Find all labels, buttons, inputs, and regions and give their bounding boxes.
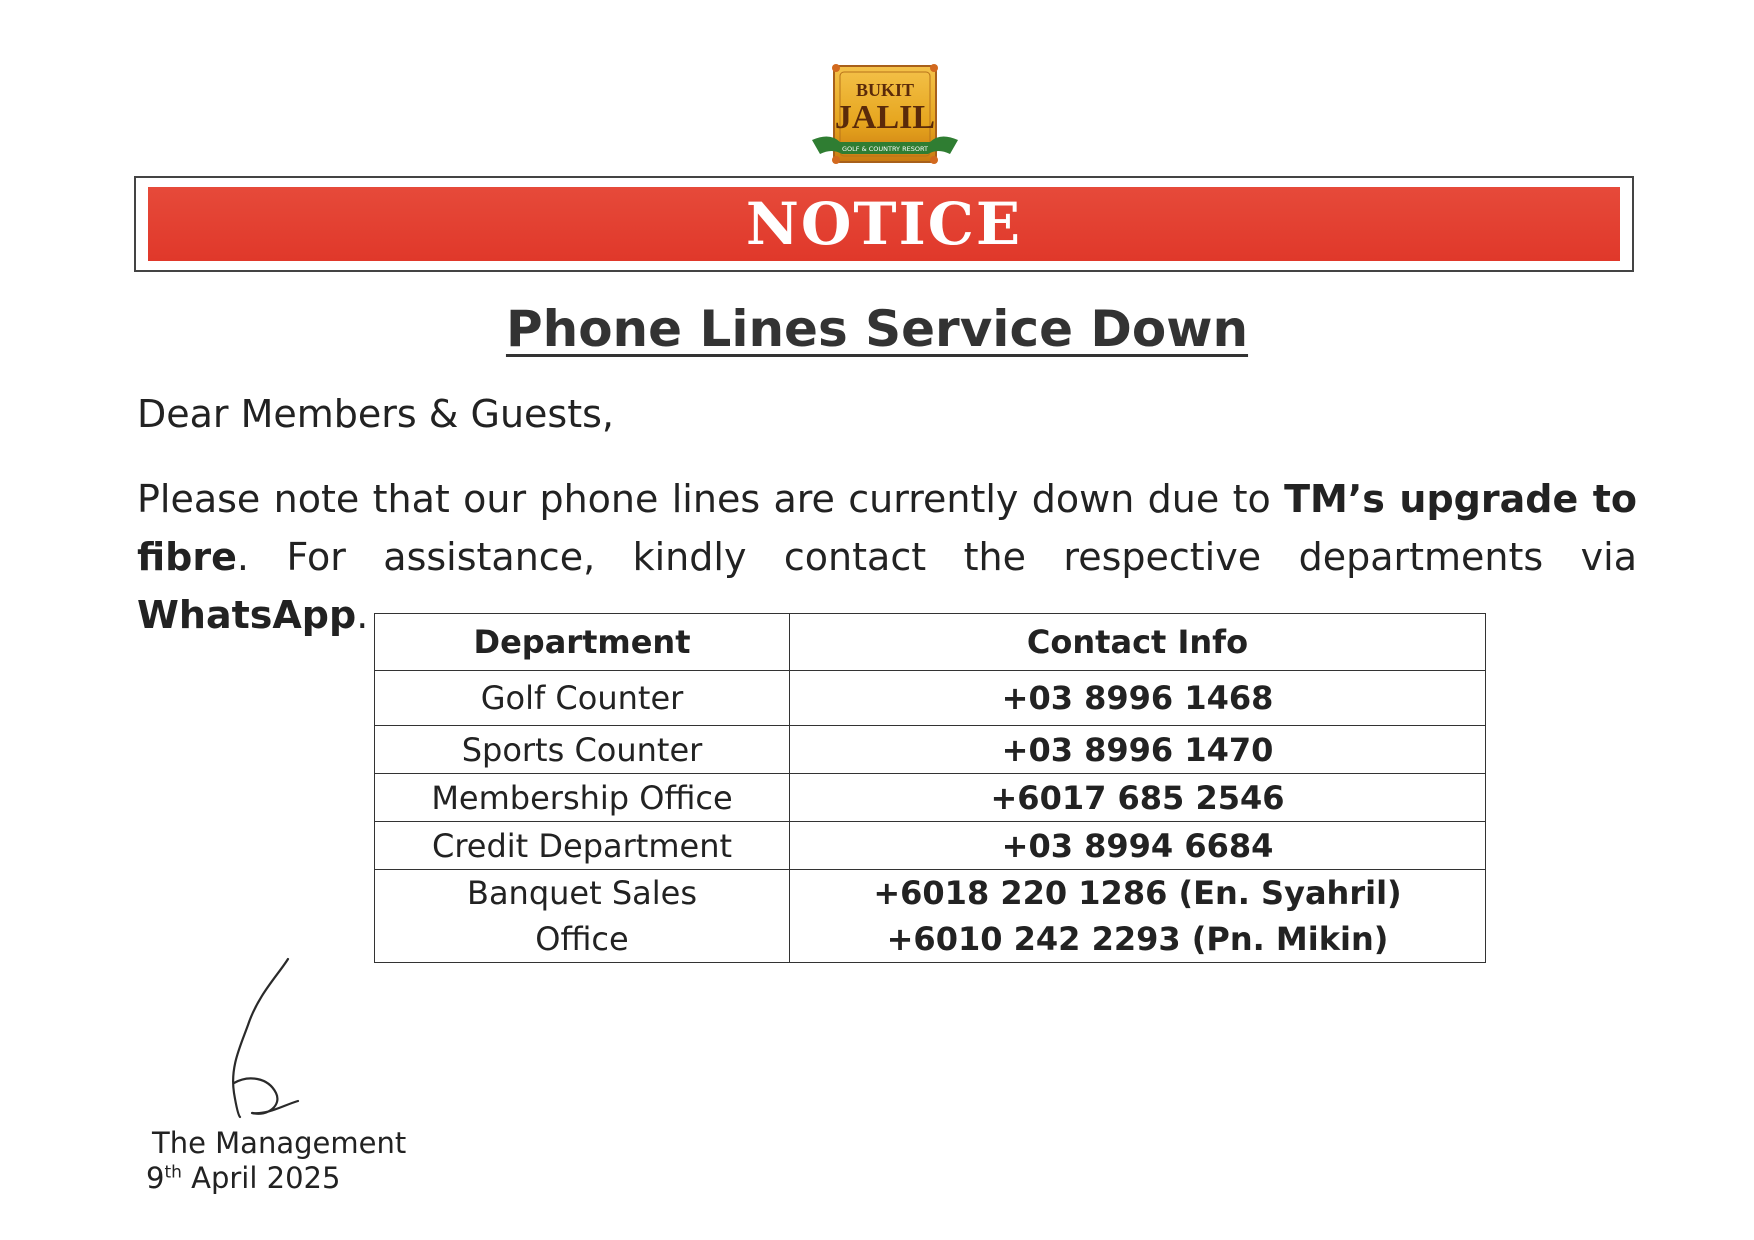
date-rest: April 2025 [181, 1161, 341, 1195]
table-row [375, 726, 1486, 774]
contact-line: +6010 242 2293 (Pn. Mikin) [886, 920, 1389, 958]
body-text-1: Please note that our phone lines are currently down due to [137, 477, 1285, 521]
department-cell: Membership Office [375, 774, 790, 822]
date-suffix: th [164, 1162, 182, 1183]
body-text-3: . [356, 593, 369, 637]
contact-line: +6018 220 1286 (En. Syahril) [873, 874, 1402, 912]
date-day: 9 [146, 1161, 165, 1195]
contact-cell [790, 870, 1486, 963]
table-row [375, 870, 1486, 963]
page-title [0, 300, 1754, 358]
department-cell: Sports Counter [375, 726, 790, 774]
greeting: Dear Members & Guests, [137, 392, 615, 436]
contact-cell: +03 8996 1470 [790, 726, 1486, 774]
contacts-table [374, 613, 1486, 963]
body-bold-1: TM’s upgrade to fibre [137, 477, 1637, 579]
body-text-2: . For assistance, kindly contact the respective departments via [236, 535, 1637, 579]
table-header-row [375, 614, 1486, 671]
resort-logo [810, 62, 960, 174]
department-cell: Credit Department [375, 822, 790, 870]
logo-ribbon: GOLF & COUNTRY RESORT [842, 145, 928, 153]
table-row [375, 671, 1486, 726]
department-cell [375, 870, 790, 963]
contact-cell: +03 8996 1468 [790, 671, 1486, 726]
logo-line1: BUKIT [855, 80, 915, 100]
notice-banner [134, 176, 1634, 272]
department-line: Banquet Sales [466, 874, 697, 912]
body-bold-2: WhatsApp [137, 593, 357, 637]
department-cell: Golf Counter [375, 671, 790, 726]
page-title-text: Phone Lines Service Down [505, 300, 1249, 358]
handwritten-signature [218, 955, 318, 1125]
signoff-name: The Management [152, 1126, 407, 1160]
logo-line2: JALIL [834, 99, 936, 136]
contact-cell: +03 8994 6684 [790, 822, 1486, 870]
table-row [375, 774, 1486, 822]
contact-cell: +6017 685 2546 [790, 774, 1486, 822]
header-contact-info: Contact Info [790, 614, 1486, 671]
notice-heading: NOTICE [745, 190, 1023, 258]
table-row [375, 822, 1486, 870]
header-department: Department [375, 614, 790, 671]
signoff-date [146, 1161, 340, 1195]
department-line: Office [535, 920, 629, 958]
